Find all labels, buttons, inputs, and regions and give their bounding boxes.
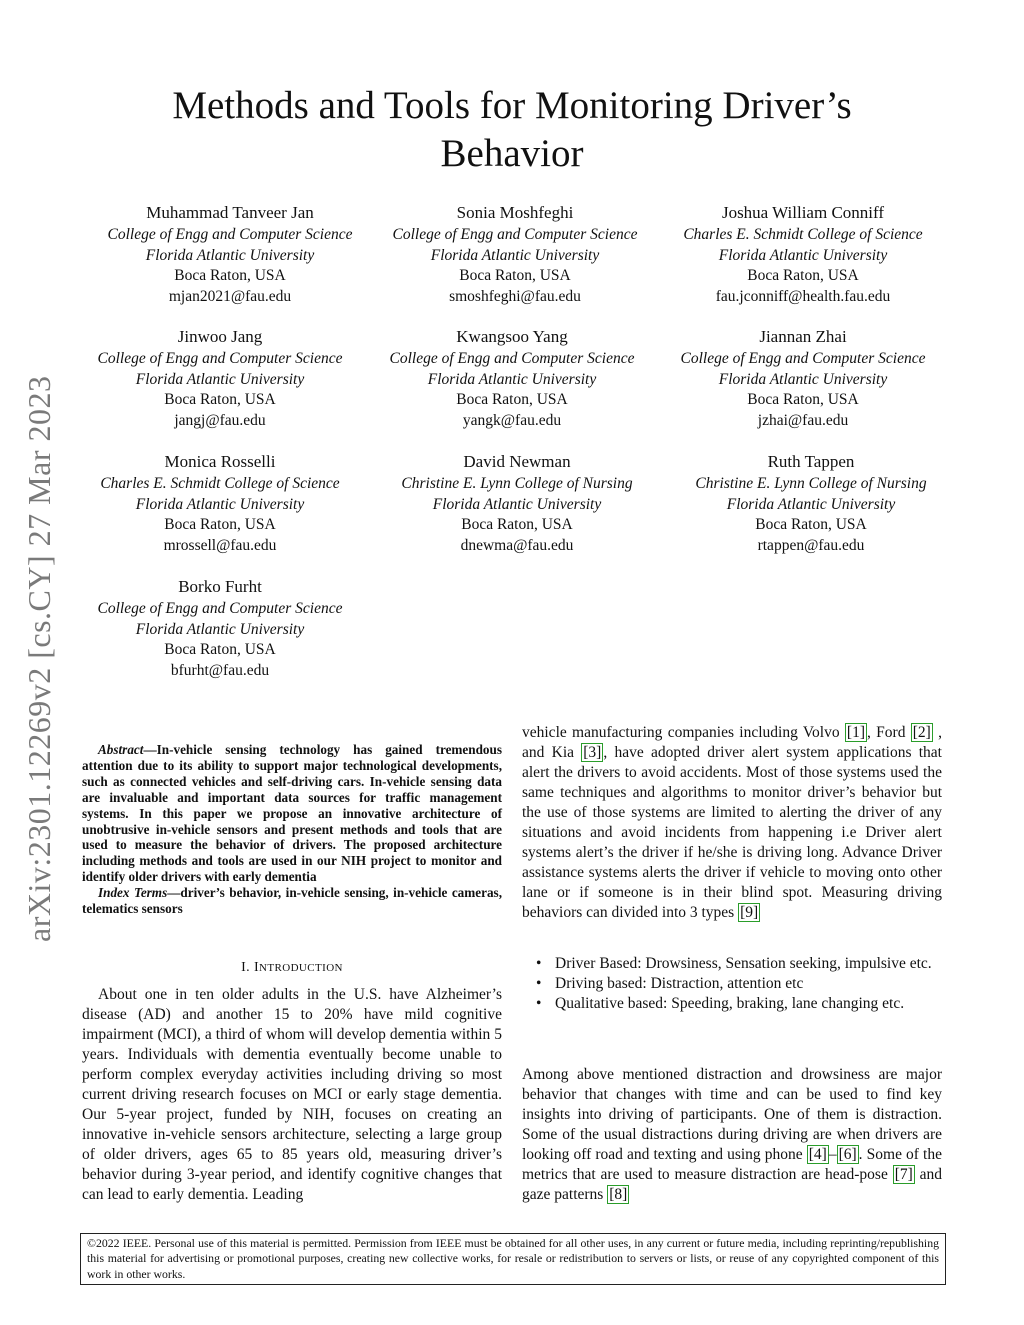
list-item-text: Driving based: Distraction, attention etc	[555, 975, 804, 992]
bullet-icon: •	[536, 955, 542, 972]
author-dept: Charles E. Schmidt College of Science	[683, 226, 923, 243]
citation-link[interactable]: [7]	[894, 1166, 913, 1183]
list-item-text: Qualitative based: Speeding, braking, lane changing etc.	[555, 995, 905, 1012]
citation-link[interactable]: [4]	[808, 1146, 827, 1163]
author-block	[666, 451, 956, 556]
arxiv-id: arXiv:2301.12269v2 [cs.CY] 27 Mar 2023	[21, 375, 57, 942]
author-name: Muhammad Tanveer Jan	[146, 203, 314, 222]
right-column-paragraph-1	[522, 723, 942, 923]
author-email: fau.jconniff@health.fau.edu	[715, 287, 891, 305]
author-name: Jiannan Zhai	[759, 327, 847, 346]
list-item	[522, 974, 942, 994]
author-email: yangk@fau.edu	[462, 411, 562, 429]
author-univ: Florida Atlantic University	[135, 370, 305, 388]
author-name: Jinwoo Jang	[177, 327, 263, 346]
citation-link[interactable]: [3]	[583, 744, 602, 761]
author-dept: College of Engg and Computer Science	[97, 350, 343, 367]
author-univ: Florida Atlantic University	[432, 495, 602, 513]
citation-link[interactable]: [9]	[740, 904, 759, 921]
author-email: mrossell@fau.edu	[163, 536, 277, 554]
section-number: I.	[241, 960, 254, 975]
author-email: smoshfeghi@fau.edu	[449, 287, 581, 305]
author-dept: College of Engg and Computer Science	[107, 226, 353, 243]
author-city: Boca Raton, USA	[747, 267, 859, 285]
author-name: Sonia Moshfeghi	[456, 203, 574, 222]
author-email: dnewma@fau.edu	[460, 536, 574, 554]
index-terms	[82, 885, 502, 917]
citation-link[interactable]: [2]	[912, 724, 931, 741]
citation-link[interactable]: [6]	[838, 1146, 857, 1163]
author-name: David Newman	[463, 452, 571, 471]
abstract-paragraph	[82, 742, 502, 885]
list-item	[522, 994, 942, 1014]
author-name: Ruth Tappen	[767, 452, 855, 471]
text-run: , and Kia	[522, 724, 942, 761]
author-univ: Florida Atlantic University	[135, 495, 305, 513]
author-dept: Christine E. Lynn College of Nursing	[695, 475, 927, 492]
author-dept: College of Engg and Computer Science	[680, 350, 926, 367]
text-run: Among above mentioned distraction and drowsiness are major behavior that changes with time and can be used to find key insights into driving of participants. One of them is distraction. Some of the usual distractions during driving are when drivers are looking off road and texting and using phone	[522, 1066, 942, 1163]
author-city: Boca Raton, USA	[456, 391, 568, 409]
author-block	[372, 451, 662, 556]
title-line-1: Methods and Tools for Monitoring Driver’s	[172, 84, 852, 127]
list-item-text: Driver Based: Drowsiness, Sensation seeking, impulsive etc.	[555, 955, 932, 972]
author-dept: Christine E. Lynn College of Nursing	[401, 475, 633, 492]
section-first-letter: I	[253, 960, 260, 975]
citation-link[interactable]: [8]	[609, 1186, 628, 1203]
text-run: –	[828, 1146, 837, 1163]
text-run: vehicle manufacturing companies including Volvo	[522, 724, 845, 741]
author-city: Boca Raton, USA	[164, 641, 276, 659]
author-univ: Florida Atlantic University	[726, 495, 896, 513]
author-email: jzhai@fau.edu	[757, 411, 849, 429]
abstract	[82, 742, 502, 917]
author-name: Monica Rosselli	[164, 452, 276, 471]
bullet-icon: •	[536, 995, 542, 1012]
author-city: Boca Raton, USA	[164, 391, 276, 409]
author-city: Boca Raton, USA	[459, 267, 571, 285]
author-univ: Florida Atlantic University	[718, 246, 888, 264]
author-block	[370, 202, 660, 307]
index-terms-text: —driver’s behavior, in-vehicle sensing, in-vehicle cameras, telematics sensors	[82, 885, 502, 917]
abstract-label: Abstract	[98, 742, 144, 757]
author-city: Boca Raton, USA	[747, 391, 859, 409]
author-univ: Florida Atlantic University	[427, 370, 597, 388]
author-block	[658, 202, 948, 307]
author-univ: Florida Atlantic University	[145, 246, 315, 264]
author-email: mjan2021@fau.edu	[168, 287, 292, 305]
arxiv-watermark	[18, 352, 58, 942]
title-line-2: Behavior	[440, 132, 584, 175]
author-name: Kwangsoo Yang	[456, 327, 568, 346]
author-univ: Florida Atlantic University	[135, 620, 305, 638]
right-column-paragraph-2	[522, 1065, 942, 1205]
author-block	[658, 326, 948, 431]
bullet-icon: •	[536, 975, 542, 992]
author-city: Boca Raton, USA	[164, 516, 276, 534]
author-city: Boca Raton, USA	[461, 516, 573, 534]
list-item	[522, 954, 942, 974]
author-dept: Charles E. Schmidt College of Science	[100, 475, 340, 492]
author-block	[75, 451, 365, 556]
text-run: , Ford	[867, 724, 911, 741]
index-terms-label: Index Terms	[98, 885, 168, 901]
author-city: Boca Raton, USA	[174, 267, 286, 285]
author-block	[75, 576, 365, 681]
author-email: rtappen@fau.edu	[757, 536, 865, 554]
author-block	[75, 326, 365, 431]
author-city: Boca Raton, USA	[755, 516, 867, 534]
author-dept: College of Engg and Computer Science	[389, 350, 635, 367]
citation-link[interactable]: [1]	[846, 724, 865, 741]
introduction-body	[82, 985, 502, 1205]
text-run: . Some of the metrics that are used to measure distraction are head-pose	[522, 1146, 942, 1183]
author-block	[367, 326, 657, 431]
intro-paragraph: About one in ten older adults in the U.S. have Alzheimer’s disease (AD) and another 15 to 20% have mild cognitive impairment (MCI), a third of whom will develop dementia within 5 years. Individuals with dementia eventually become unable to perform complex everyday activities including driving so most current driving research focuses on MCI or early stage dementia. Our 5-year project, funded by NIH, focuses on creating an innovative in-vehicle sensors architecture, selecting a large group of older drivers, ages 65 to 85 years old, measuring driver’s behavior during 3-year period, and identify cognitive changes that can lead to early dementia. Leading	[82, 986, 502, 1203]
author-name: Borko Furht	[178, 577, 262, 596]
copyright-notice: ©2022 IEEE. Personal use of this material is permitted. Permission from IEEE must be obtained for all other uses, in any current or future media, including reprinting/republishing this material for advertising or promotional purposes, creating new collective works, for resale or redistribution to servers or lists, or reuse of any copyrighted component of this work in other works.	[80, 1233, 946, 1285]
text-run: , have adopted driver alert system applications that alert the drivers to avoid accidents. Most of those systems used the same techniques and algorithms to monitor driver’s behavior but the use of those systems are limited to alerting the driver of any situations and avoid incidents from happening i.e Driver alert systems alert’s the driver if he/she is driving long. Advance Driver assistance systems alerts the driver if vehicle to moving onto other lane or if someone is in their blind spot. Measuring driving behaviors can divided into 3 types	[522, 744, 942, 921]
author-email: bfurht@fau.edu	[170, 661, 270, 679]
author-dept: College of Engg and Computer Science	[97, 600, 343, 617]
paper-title	[130, 82, 894, 178]
text-run: and gaze patterns	[522, 1166, 942, 1203]
behavior-types-list	[522, 954, 942, 1014]
author-univ: Florida Atlantic University	[718, 370, 888, 388]
author-email: jangj@fau.edu	[174, 411, 266, 429]
author-name: Joshua William Conniff	[721, 203, 885, 222]
section-title-rest: NTRODUCTION	[259, 962, 343, 974]
abstract-text: —In-vehicle sensing technology has gained tremendous attention due to its ability to support major technological developments, such as connected vehicles and self-driving cars. In-vehicle sensing data are invaluable and important data sources for traffic management systems. In this paper we propose an innovative architecture of unobtrusive in-vehicle sensors and present methods and tools that are used to measure the behavior of drivers. The proposed architecture including methods and tools are used in our NIH project to monitor and identify older drivers with early dementia	[82, 742, 502, 885]
author-univ: Florida Atlantic University	[430, 246, 600, 264]
author-block	[85, 202, 375, 307]
author-dept: College of Engg and Computer Science	[392, 226, 638, 243]
section-heading-introduction	[82, 960, 502, 976]
